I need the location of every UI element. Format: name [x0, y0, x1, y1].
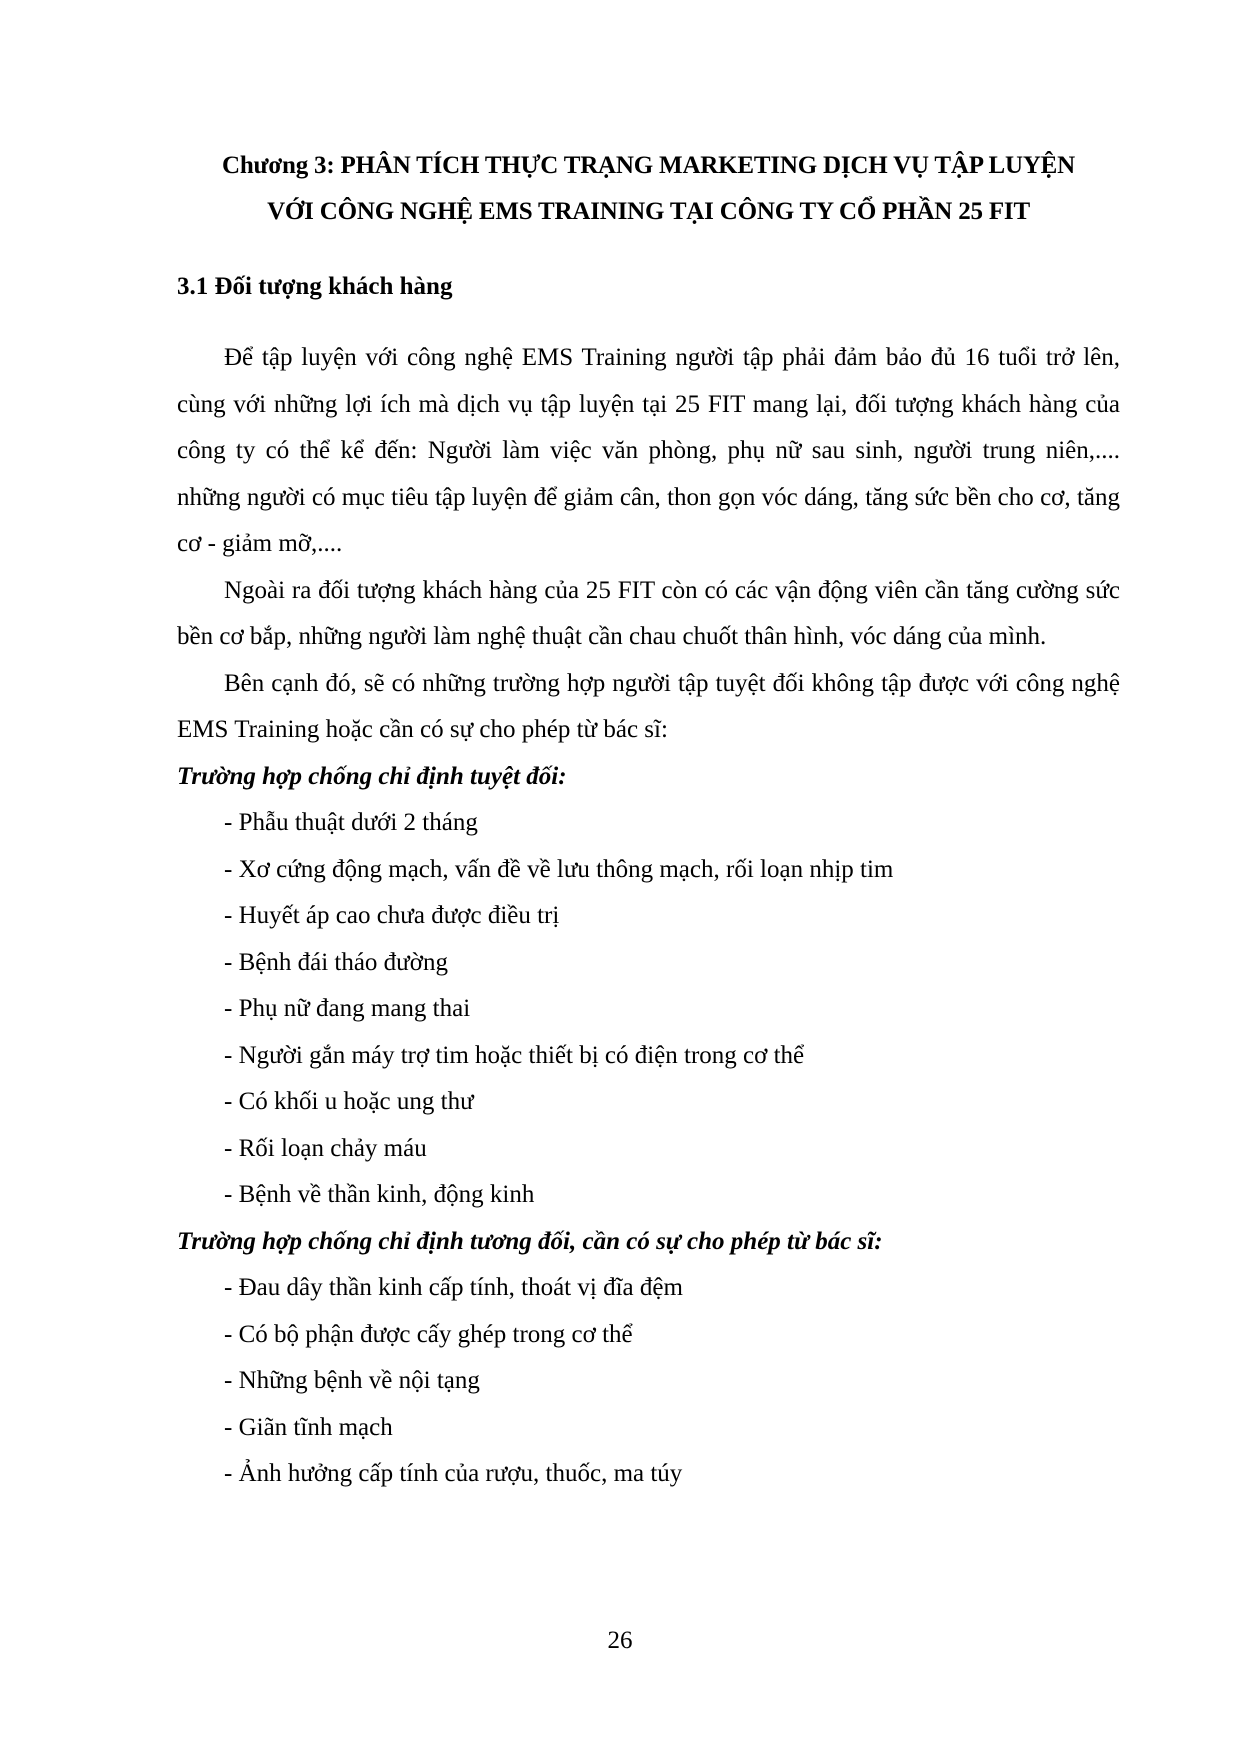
list-item: - Người gắn máy trợ tim hoặc thiết bị có điện trong cơ thể — [224, 1041, 805, 1069]
chapter-title-line-2: VỚI CÔNG NGHỆ EMS TRAINING TẠI CÔNG TY CỔ PHẦN 25 FIT — [267, 198, 1030, 225]
list-item: - Xơ cứng động mạch, vấn đề về lưu thông mạch, rối loạn nhịp tim — [224, 855, 894, 883]
list-item: - Giãn tĩnh mạch — [224, 1413, 393, 1441]
list-item: - Có khối u hoặc ung thư — [224, 1088, 474, 1115]
list-item: - Ảnh hưởng cấp tính của rượu, thuốc, ma túy — [224, 1460, 683, 1487]
list-item: - Phụ nữ đang mang thai — [224, 995, 471, 1022]
list-item: - Có bộ phận được cấy ghép trong cơ thể — [224, 1320, 633, 1348]
list-item: - Những bệnh về nội tạng — [224, 1367, 480, 1394]
list-item: - Bệnh về thần kinh, động kinh — [224, 1181, 535, 1208]
list-item: - Phẫu thuật dưới 2 tháng — [224, 809, 478, 836]
page-content — [177, 143, 1120, 1498]
paragraph-customer-targets: Để tập luyện với công nghệ EMS Training người tập phải đảm bảo đủ 16 tuổi trở lên, cùng với những lợi ích mà dịch vụ tập luyện tại 25 FIT mang lại, đối tượng khách hàng của công ty có thể kể đến: Người làm việc văn phòng, phụ nữ sau sinh, người trung niên,.... những người có mục tiêu tập luyện để giảm cân, thon gọn vóc dáng, tăng sức bền cho cơ, tăng cơ - giảm mỡ,.... — [177, 344, 1120, 557]
list-item: - Bệnh đái tháo đường — [224, 948, 448, 976]
chapter-title-line-1: Chương 3: PHÂN TÍCH THỰC TRẠNG MARKETING DỊCH VỤ TẬP LUYỆN — [221, 152, 1075, 179]
chapter-title — [177, 143, 1120, 235]
absolute-contraindications-list — [177, 800, 1120, 1219]
paragraph-additional-targets: Ngoài ra đối tượng khách hàng của 25 FIT còn có các vận động viên cần tăng cường sức bền cơ bắp, những người làm nghệ thuật cần chau chuốt thân hình, vóc dáng của mình. — [177, 576, 1120, 650]
relative-contraindications-heading: Trường hợp chống chỉ định tương đối, cần có sự cho phép từ bác sĩ: — [177, 1227, 883, 1255]
list-item: - Huyết áp cao chưa được điều trị — [224, 902, 560, 929]
section-title: 3.1 Đối tượng khách hàng — [177, 273, 453, 300]
absolute-contraindications-heading: Trường hợp chống chỉ định tuyệt đối: — [177, 762, 567, 790]
list-item: - Rối loạn chảy máu — [224, 1134, 427, 1162]
list-item: - Đau dây thần kinh cấp tính, thoát vị đĩa đệm — [224, 1274, 683, 1301]
page-number: 26 — [607, 1627, 633, 1654]
paragraph-contraindication-intro: Bên cạnh đó, sẽ có những trường hợp người tập tuyệt đối không tập được với công nghệ EMS Training hoặc cần có sự cho phép từ bác sĩ: — [177, 669, 1120, 743]
relative-contraindications-list — [177, 1265, 1120, 1498]
